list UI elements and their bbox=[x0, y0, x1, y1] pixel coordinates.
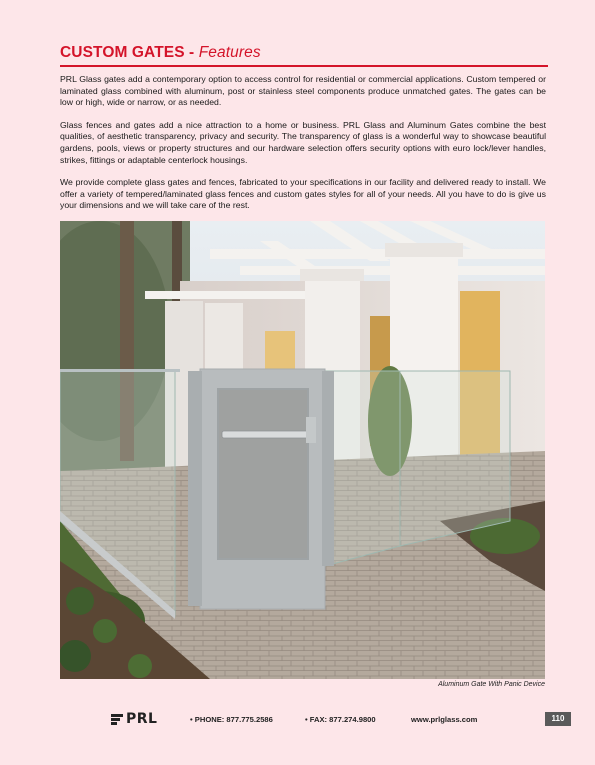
footer-phone: • PHONE: 877.775.2586 bbox=[190, 715, 273, 724]
body-text bbox=[60, 74, 546, 223]
paragraph-benefits: Glass fences and gates add a nice attraction to a home or business. PRL Glass and Aluminum Gates combine the best qualities, of aesthetic transparency, privacy and security. The transparency of glass is a wonderful way to showcase beautiful gardens, pools, views or property structures and our hardware selection offers security options with euro lock/lever handles, strikes, fittings or adaptable centerlock housings. bbox=[60, 119, 546, 165]
gate-photo-illustration bbox=[60, 221, 545, 679]
prl-logo-icon bbox=[111, 713, 123, 725]
gate-photo bbox=[60, 221, 545, 679]
paragraph-service: We provide complete glass gates and fences, fabricated to your specifications in our facility and delivered ready to install. We offer a variety of tempered/laminated glass fences and custom gates styles for all of your needs. All you have to do is give us your dimensions and we will take care of the rest. bbox=[60, 177, 546, 211]
title-main: CUSTOM GATES - bbox=[60, 44, 195, 61]
title-subtitle: Features bbox=[198, 44, 261, 61]
prl-logo bbox=[111, 711, 157, 727]
title-rule bbox=[60, 65, 548, 67]
footer-fax: • FAX: 877.274.9800 bbox=[305, 715, 376, 724]
paragraph-intro: PRL Glass gates add a contemporary option to access control for residential or commercial applications. Custom tempered or laminated glass combined with aluminum, post or stainless steel components produce unmatched gates. The gates can be low or high, wide or narrow, or as needed. bbox=[60, 74, 546, 108]
footer bbox=[0, 708, 595, 730]
page-number: 110 bbox=[545, 712, 571, 726]
page-title bbox=[60, 44, 261, 62]
photo-caption: Aluminum Gate With Panic Device bbox=[438, 681, 545, 688]
footer-website[interactable]: www.prlglass.com bbox=[411, 715, 478, 724]
prl-logo-text: PRL bbox=[126, 711, 158, 727]
